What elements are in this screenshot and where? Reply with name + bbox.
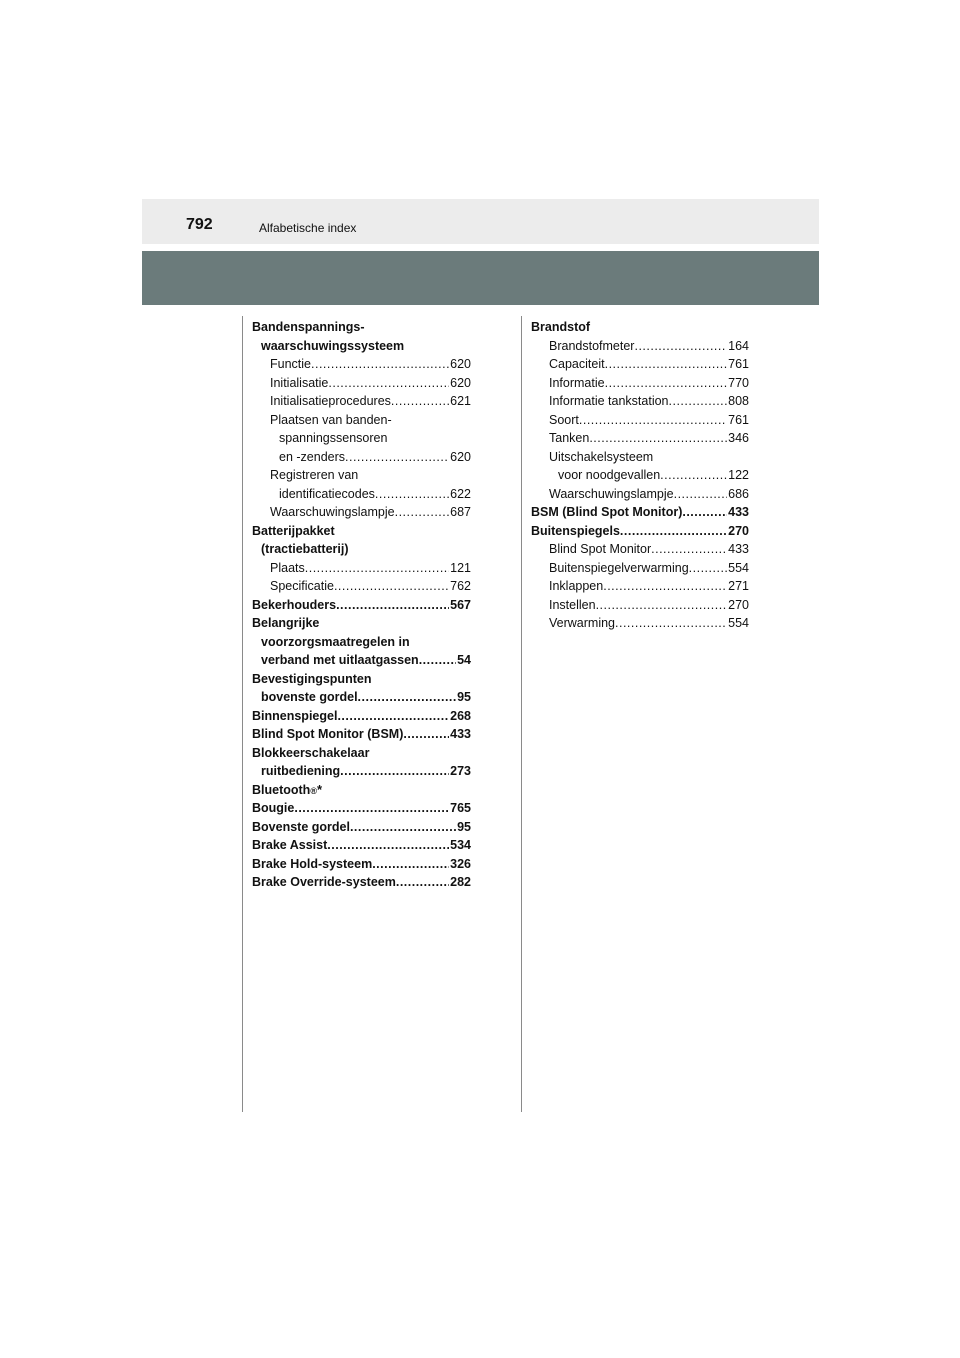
index-entry-page: 554 <box>728 616 749 630</box>
dot-leader <box>350 818 456 837</box>
index-entry <box>252 688 471 707</box>
dot-leader <box>660 466 727 485</box>
index-entry-term: Blind Spot Monitor <box>549 542 652 556</box>
dot-leader <box>403 725 449 744</box>
index-entry-term: (tractiebatterij) <box>261 542 349 556</box>
index-entry-term: spanningssensoren <box>279 431 388 445</box>
index-entry-term: Initialisatie <box>270 375 329 390</box>
index-entry-term: Brake Override-systeem <box>252 875 396 889</box>
index-entry-term: Brandstof <box>531 320 591 334</box>
dot-leader <box>589 429 727 448</box>
dot-leader <box>596 596 728 615</box>
index-entry <box>252 503 471 522</box>
index-entry <box>531 448 749 467</box>
index-entry <box>252 392 471 411</box>
dot-leader <box>305 559 449 578</box>
index-entry <box>252 818 471 837</box>
index-entry <box>531 503 749 522</box>
index-entry-page: 95 <box>457 819 471 834</box>
index-entry <box>531 540 749 559</box>
index-entry-term: Informatie tankstation <box>549 394 669 408</box>
dot-leader <box>634 337 727 356</box>
dot-leader <box>340 762 449 781</box>
index-entry-term: Buitenspiegels <box>531 523 620 538</box>
header-band <box>142 251 819 305</box>
index-entry-term: voor noodgevallen <box>558 468 661 482</box>
index-entry-page: 433 <box>728 505 749 519</box>
index-entry-term: Bougie <box>252 801 295 815</box>
index-entry <box>252 540 471 559</box>
index-entry-page: 282 <box>450 875 471 889</box>
index-entry-term: voorzorgsmaatregelen in <box>261 634 410 649</box>
index-entry-page: 770 <box>728 375 749 390</box>
index-entry-term: verband met uitlaatgassen <box>261 653 419 667</box>
index-entry-term: Waarschuwingslampje <box>270 505 395 519</box>
index-entry-term: Bluetooth <box>252 782 311 797</box>
index-entry <box>252 448 471 467</box>
dot-leader <box>419 651 456 670</box>
index-entry <box>252 799 471 818</box>
section-title: Alfabetische index <box>259 221 357 235</box>
index-entry-term: Tanken <box>549 431 590 445</box>
index-entry <box>252 725 471 744</box>
index-entry-page: 270 <box>728 523 749 538</box>
index-entry-term: Brandstofmeter <box>549 338 635 353</box>
index-entry-term: Verwarming <box>549 616 615 630</box>
index-entry-term: Uitschakelsysteem <box>549 449 654 464</box>
dot-leader <box>311 355 449 374</box>
index-entry-page: 621 <box>450 394 471 408</box>
index-entry <box>531 522 749 541</box>
index-entry-page: 326 <box>450 856 471 871</box>
dot-leader <box>336 596 449 615</box>
index-entry-term: Specificatie <box>270 579 334 593</box>
dot-leader <box>395 503 450 522</box>
index-entry <box>531 429 749 448</box>
index-entry-page: 268 <box>450 708 471 723</box>
index-column-left <box>252 318 471 892</box>
dot-leader <box>603 577 727 596</box>
index-entry <box>252 522 471 541</box>
index-entry <box>531 318 749 337</box>
index-entry <box>531 559 749 578</box>
index-entry-page: 534 <box>450 838 471 852</box>
dot-leader <box>327 836 449 855</box>
index-entry <box>252 836 471 855</box>
index-entry <box>531 411 749 430</box>
index-entry <box>252 374 471 393</box>
index-entry-page: 346 <box>728 431 749 445</box>
index-entry <box>252 651 471 670</box>
dot-leader <box>337 707 449 726</box>
index-entry-page: 122 <box>728 468 749 482</box>
index-entry-page: 620 <box>450 375 471 390</box>
index-entry <box>252 429 471 448</box>
index-entry <box>252 670 471 689</box>
index-entry: Bluetooth ® * <box>252 781 471 800</box>
dot-leader <box>689 559 727 578</box>
page-number: 792 <box>186 216 213 233</box>
index-entry <box>252 466 471 485</box>
index-entry-term: ruitbediening <box>261 764 341 778</box>
index-entry-term: Inklappen <box>549 579 604 593</box>
index-entry-term: waarschuwingssysteem <box>261 338 405 353</box>
index-entry-page: 620 <box>450 449 471 464</box>
index-entry-page: 271 <box>728 579 749 593</box>
dot-leader <box>651 540 727 559</box>
dot-leader <box>375 485 449 504</box>
index-entry-term: Bekerhouders <box>252 597 337 612</box>
index-entry <box>252 596 471 615</box>
index-entry-term: Buitenspiegelverwarming <box>549 560 689 575</box>
index-entry-page: 554 <box>728 560 749 575</box>
index-entry-term: Plaatsen van banden- <box>270 412 392 427</box>
index-entry <box>531 355 749 374</box>
index-entry-term: Informatie <box>549 375 605 390</box>
index-entry-page: 54 <box>457 653 471 667</box>
index-entry <box>252 633 471 652</box>
index-entry-term: Bevestigingspunten <box>252 671 372 686</box>
index-entry <box>531 614 749 633</box>
dot-leader <box>669 392 728 411</box>
index-entry <box>252 485 471 504</box>
dot-leader <box>682 503 727 522</box>
index-entry-page: 273 <box>450 764 471 778</box>
index-entry <box>531 577 749 596</box>
index-entry-page: 567 <box>450 597 471 612</box>
dot-leader <box>345 448 449 467</box>
index-entry-page: 808 <box>728 394 749 408</box>
header-strip <box>142 199 819 244</box>
index-entry <box>252 614 471 633</box>
dot-leader <box>396 873 449 892</box>
dot-leader <box>294 799 449 818</box>
dot-leader <box>605 374 728 393</box>
index-entry-term: Blokkeerschakelaar <box>252 745 370 760</box>
index-entry-page: 433 <box>450 727 471 741</box>
index-entry-term: Bandenspannings- <box>252 320 365 334</box>
index-entry-term: Instellen <box>549 597 596 612</box>
index-entry <box>252 762 471 781</box>
dot-leader <box>579 411 727 430</box>
index-entry-term: Capaciteit <box>549 357 605 371</box>
index-entry <box>531 337 749 356</box>
index-entry-term: Waarschuwingslampje <box>549 486 674 501</box>
dot-leader <box>391 392 449 411</box>
index-entry-term: identificatiecodes <box>279 486 375 501</box>
index-entry <box>252 707 471 726</box>
index-entry-term: en -zenders <box>279 449 346 464</box>
index-entry-page: 164 <box>728 338 749 353</box>
dot-leader <box>328 374 449 393</box>
index-entry-term: Belangrijke <box>252 616 320 630</box>
dot-leader <box>620 522 727 541</box>
index-entry <box>252 855 471 874</box>
dot-leader <box>674 485 728 504</box>
dot-leader <box>334 577 449 596</box>
index-entry-term: Brake Hold-systeem <box>252 856 373 871</box>
index-entry <box>531 485 749 504</box>
index-entry-term: bovenste gordel <box>261 690 358 704</box>
index-entry <box>531 466 749 485</box>
index-entry <box>252 355 471 374</box>
index-entry-term: Brake Assist <box>252 838 328 852</box>
index-entry-page: 622 <box>450 486 471 501</box>
index-entry-page: 765 <box>450 801 471 815</box>
index-entry <box>252 873 471 892</box>
index-entry-term: Registreren van <box>270 468 359 482</box>
index-entry-page: 687 <box>450 505 471 519</box>
index-entry-page: 686 <box>728 486 749 501</box>
index-entry-term: Binnenspiegel <box>252 708 338 723</box>
right-column-divider <box>521 316 522 1112</box>
index-entry-term: Functie <box>270 357 311 371</box>
dot-leader <box>605 355 728 374</box>
index-entry-page: 121 <box>450 560 471 575</box>
index-entry <box>252 744 471 763</box>
index-entry-page: 433 <box>728 542 749 556</box>
index-entry-page: 270 <box>728 597 749 612</box>
index-entry-page: 95 <box>457 690 471 704</box>
index-entry-term: Plaats <box>270 560 305 575</box>
index-entry-page: 761 <box>728 357 749 371</box>
index-entry <box>252 318 471 337</box>
index-column-right <box>531 318 749 633</box>
index-entry-page: 620 <box>450 357 471 371</box>
index-entry-term: Blind Spot Monitor (BSM) <box>252 727 404 741</box>
index-entry-page: 761 <box>728 412 749 427</box>
index-entry <box>531 374 749 393</box>
index-entry-term: Soort <box>549 412 579 427</box>
left-column-divider <box>242 316 243 1112</box>
index-entry-term: Bovenste gordel <box>252 819 350 834</box>
dot-leader <box>358 688 457 707</box>
dot-leader <box>372 855 449 874</box>
index-entry-page: 762 <box>450 579 471 593</box>
index-entry <box>252 577 471 596</box>
index-entry <box>252 337 471 356</box>
index-entry <box>252 559 471 578</box>
index-entry-term: Batterijpakket <box>252 523 335 538</box>
index-entry-term: BSM (Blind Spot Monitor) <box>531 505 683 519</box>
dot-leader <box>615 614 727 633</box>
index-entry-term: Initialisatieprocedures <box>270 394 391 408</box>
index-entry <box>531 392 749 411</box>
index-entry <box>531 596 749 615</box>
index-entry <box>252 411 471 430</box>
